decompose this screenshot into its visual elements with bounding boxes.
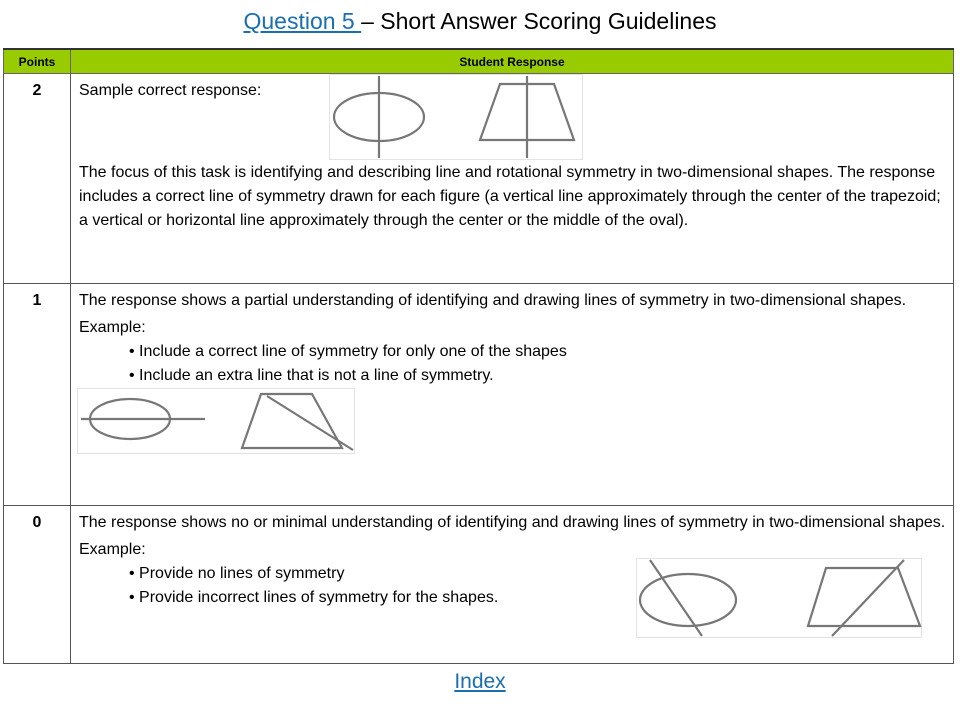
sample-intro: Sample correct response:	[79, 82, 262, 99]
footer	[0, 670, 960, 694]
incorrect-response-figure	[636, 558, 922, 638]
response-cell	[71, 74, 954, 284]
table-row	[4, 284, 954, 506]
table-row	[4, 506, 954, 664]
question-link[interactable]: Question 5	[243, 8, 362, 34]
bullet-item: • Include an extra line that is not a line of symmetry.	[129, 367, 494, 384]
correct-response-figure	[329, 74, 583, 160]
header-student-response: Student Response	[71, 49, 954, 74]
index-link[interactable]: Index	[454, 670, 506, 693]
bullet-item: • Include a correct line of symmetry for only one of the shapes	[129, 343, 567, 360]
header-points: Points	[4, 49, 71, 74]
page-title	[0, 6, 960, 36]
partial-text: The response shows a partial understanding of identifying and drawing lines of symmetry in two-dimensional shapes.	[79, 292, 907, 309]
response-cell	[71, 506, 954, 664]
minimal-text: The response shows no or minimal understanding of identifying and drawing lines of symmetry in two-dimensional shapes.	[79, 514, 946, 531]
scoring-table	[3, 48, 954, 664]
title-text: – Short Answer Scoring Guidelines	[361, 8, 717, 34]
bullet-item: • Provide incorrect lines of symmetry for the shapes.	[129, 589, 499, 606]
table-row	[4, 74, 954, 284]
bullet-item: • Provide no lines of symmetry	[129, 565, 345, 582]
points-cell: 0	[4, 506, 71, 664]
header-row	[4, 49, 954, 74]
points-cell: 1	[4, 284, 71, 506]
response-cell	[71, 284, 954, 506]
points-cell: 2	[4, 74, 71, 284]
example-label: Example:	[79, 319, 146, 336]
example-label: Example:	[79, 541, 146, 558]
partial-response-figure	[77, 388, 355, 454]
focus-text: The focus of this task is identifying and describing line and rotational symmetry in two-dimensional shapes. The response includes a correct line of symmetry drawn for each figure (a vertical line approximately through the center of the trapezoid; a vertical or horizontal line approximately through the center or the middle of the oval).	[79, 164, 941, 229]
